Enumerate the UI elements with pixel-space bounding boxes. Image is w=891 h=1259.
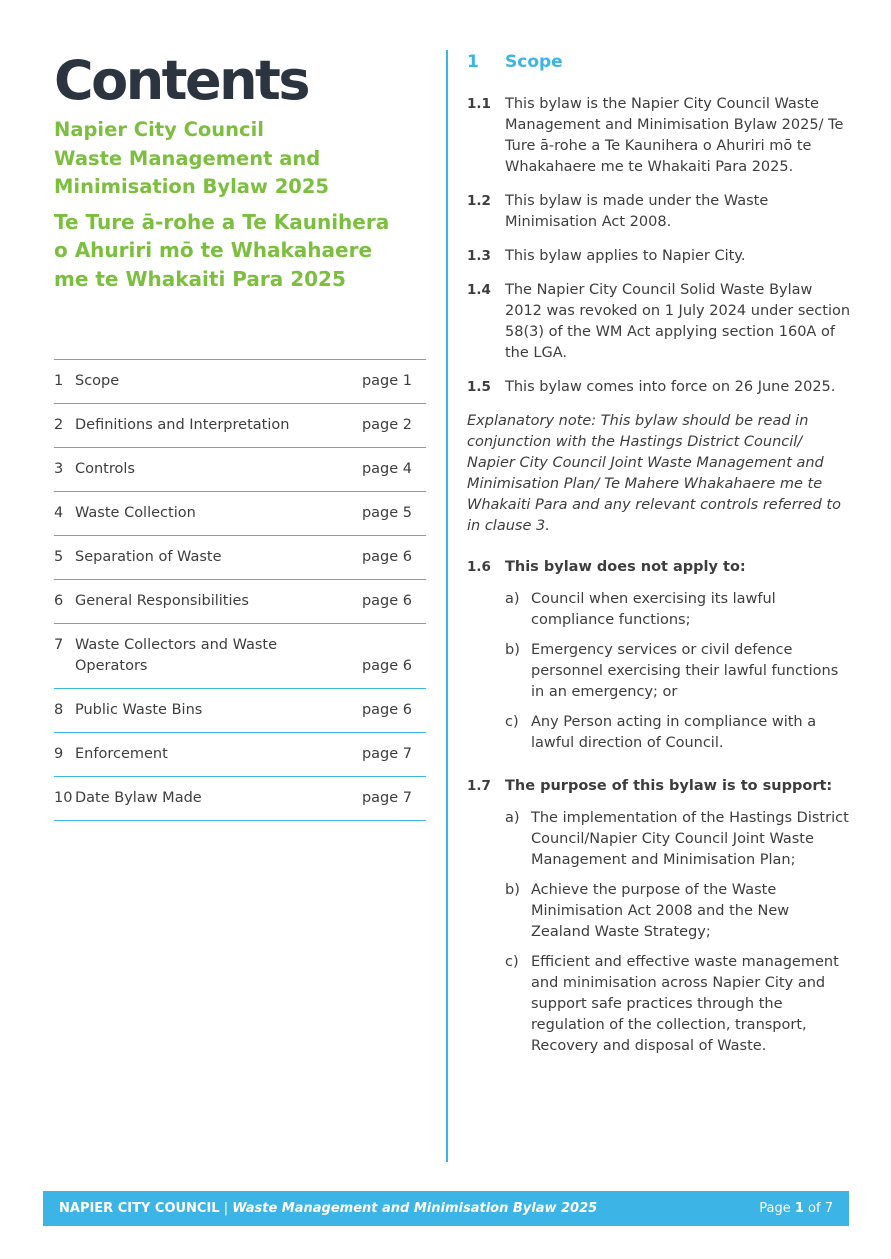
toc-label: Scope <box>75 373 120 389</box>
section-number: 1 <box>467 52 479 72</box>
item-text: Emergency services or civil defence personnel exercising their lawful functions in an emergency; or <box>531 642 839 700</box>
toc-number: 4 <box>54 505 64 521</box>
clause-1-2 <box>467 191 852 233</box>
toc-page: page 1 <box>361 373 412 389</box>
clause-1-6-items <box>505 589 852 754</box>
clause-number: 1.3 <box>467 248 491 264</box>
list-item <box>505 880 852 943</box>
title-block <box>54 50 426 293</box>
toc-row[interactable] <box>54 688 426 732</box>
toc-page: page 7 <box>361 746 412 762</box>
toc-page: page 6 <box>361 549 412 565</box>
toc-row[interactable] <box>54 623 426 688</box>
toc-page: page 4 <box>361 461 412 477</box>
toc-label: Enforcement <box>75 746 168 762</box>
item-letter: a) <box>505 591 520 607</box>
table-of-contents <box>54 359 426 821</box>
clause-text: This bylaw is the Napier City Council Waste Management and Minimisation Bylaw 2025/ Te Ture ā-rohe a Te Kaunihera o Ahuriri mō te Whakahaere me te Whakaiti Para 2025. <box>505 96 844 175</box>
item-letter: a) <box>505 810 520 826</box>
page-suffix: of 7 <box>803 1201 833 1216</box>
toc-row[interactable] <box>54 491 426 535</box>
toc-number: 7 <box>54 637 64 653</box>
clause-number: 1.2 <box>467 193 491 209</box>
clause-number: 1.7 <box>467 778 491 794</box>
footer-separator: | <box>219 1201 233 1216</box>
clause-number: 1.1 <box>467 96 491 112</box>
toc-row[interactable] <box>54 447 426 491</box>
clause-1-3 <box>467 246 852 267</box>
toc-number: 3 <box>54 461 64 477</box>
clause-text: The Napier City Council Solid Waste Bylaw 2012 was revoked on 1 July 2024 under section 58(3) of the WM Act applying section 160A of the LGA. <box>505 282 851 361</box>
toc-page: page 2 <box>361 417 412 433</box>
toc-number: 5 <box>54 549 64 565</box>
toc-row[interactable] <box>54 776 426 821</box>
clause-1-6 <box>467 557 852 578</box>
toc-page: page 6 <box>361 658 412 674</box>
toc-number: 10 <box>54 790 73 806</box>
clause-text: This bylaw does not apply to: <box>505 559 746 575</box>
clause-1-1 <box>467 94 852 178</box>
toc-label: Waste Collection <box>75 505 196 521</box>
toc-number: 1 <box>54 373 64 389</box>
toc-label: Public Waste Bins <box>75 702 203 718</box>
clause-text: This bylaw comes into force on 26 June 2025. <box>505 379 836 395</box>
item-letter: b) <box>505 882 520 898</box>
clause-number: 1.5 <box>467 379 491 395</box>
toc-page: page 6 <box>361 593 412 609</box>
section-heading <box>467 50 852 74</box>
clause-number: 1.4 <box>467 282 491 298</box>
item-text: Achieve the purpose of the Waste Minimisation Act 2008 and the New Zealand Waste Strategy; <box>531 882 790 940</box>
clause-1-4 <box>467 280 852 364</box>
footer-left <box>59 1201 597 1216</box>
toc-row[interactable] <box>54 579 426 623</box>
toc-page: page 6 <box>361 702 412 718</box>
clause-text: This bylaw is made under the Waste Minimisation Act 2008. <box>505 193 769 230</box>
toc-label: Controls <box>75 461 135 477</box>
clause-text: The purpose of this bylaw is to support: <box>505 778 833 794</box>
page-indicator <box>759 1201 833 1216</box>
toc-label: General Responsibilities <box>75 593 249 609</box>
list-item <box>505 640 852 703</box>
clause-1-7-items <box>505 808 852 1057</box>
column-divider <box>446 50 448 1162</box>
section-title: Scope <box>505 52 563 72</box>
item-text: Efficient and effective waste management and minimisation across Napier City and support safe practices through the regulation of the collection, transport, Recovery and disposal of Waste. <box>531 954 839 1054</box>
bylaw-title-maori: Te Ture ā-rohe a Te Kaunihera o Ahuriri mō te Whakahaere me te Whakaiti Para 2025 <box>54 209 390 291</box>
clause-1-5 <box>467 377 852 398</box>
page-number: 1 <box>794 1201 804 1216</box>
toc-label: Waste Collectors and Waste Operators <box>75 637 278 674</box>
item-text: Any Person acting in compliance with a lawful direction of Council. <box>531 714 817 751</box>
clause-number: 1.6 <box>467 559 491 575</box>
clause-text: This bylaw applies to Napier City. <box>505 248 746 264</box>
toc-number: 8 <box>54 702 64 718</box>
list-item <box>505 712 852 754</box>
clause-1-7 <box>467 776 852 797</box>
item-letter: b) <box>505 642 520 658</box>
scope-section <box>467 50 852 1079</box>
list-item <box>505 952 852 1057</box>
toc-row[interactable] <box>54 535 426 579</box>
toc-label: Separation of Waste <box>75 549 222 565</box>
item-letter: c) <box>505 714 519 730</box>
toc-page: page 7 <box>361 790 412 806</box>
contents-heading: Contents <box>54 49 309 112</box>
explanatory-note: Explanatory note: This bylaw should be read in conjunction with the Hastings District Council/ Napier City Council Joint Waste Management and Minimisation Plan/ Te Mahere Whakahaere me te Whakaiti Para and any relevant controls referred to in clause 3. <box>467 413 841 534</box>
toc-row[interactable] <box>54 359 426 403</box>
toc-row[interactable] <box>54 732 426 776</box>
toc-number: 6 <box>54 593 64 609</box>
list-item <box>505 589 852 631</box>
toc-label: Date Bylaw Made <box>75 790 202 806</box>
toc-number: 9 <box>54 746 64 762</box>
toc-row[interactable] <box>54 403 426 447</box>
item-text: The implementation of the Hastings District Council/Napier City Council Joint Waste Management and Minimisation Plan; <box>531 810 849 868</box>
toc-label: Definitions and Interpretation <box>75 417 290 433</box>
item-text: Council when exercising its lawful compliance functions; <box>531 591 776 628</box>
footer-document-title: Waste Management and Minimisation Bylaw 2025 <box>232 1201 598 1216</box>
toc-page: page 5 <box>361 505 412 521</box>
footer-organisation: NAPIER CITY COUNCIL <box>59 1201 220 1216</box>
toc-number: 2 <box>54 417 64 433</box>
item-letter: c) <box>505 954 519 970</box>
page-footer <box>43 1191 849 1226</box>
list-item <box>505 808 852 871</box>
bylaw-title-english: Napier City Council Waste Management and Minimisation Bylaw 2025 <box>54 118 329 198</box>
page-prefix: Page <box>759 1201 795 1216</box>
